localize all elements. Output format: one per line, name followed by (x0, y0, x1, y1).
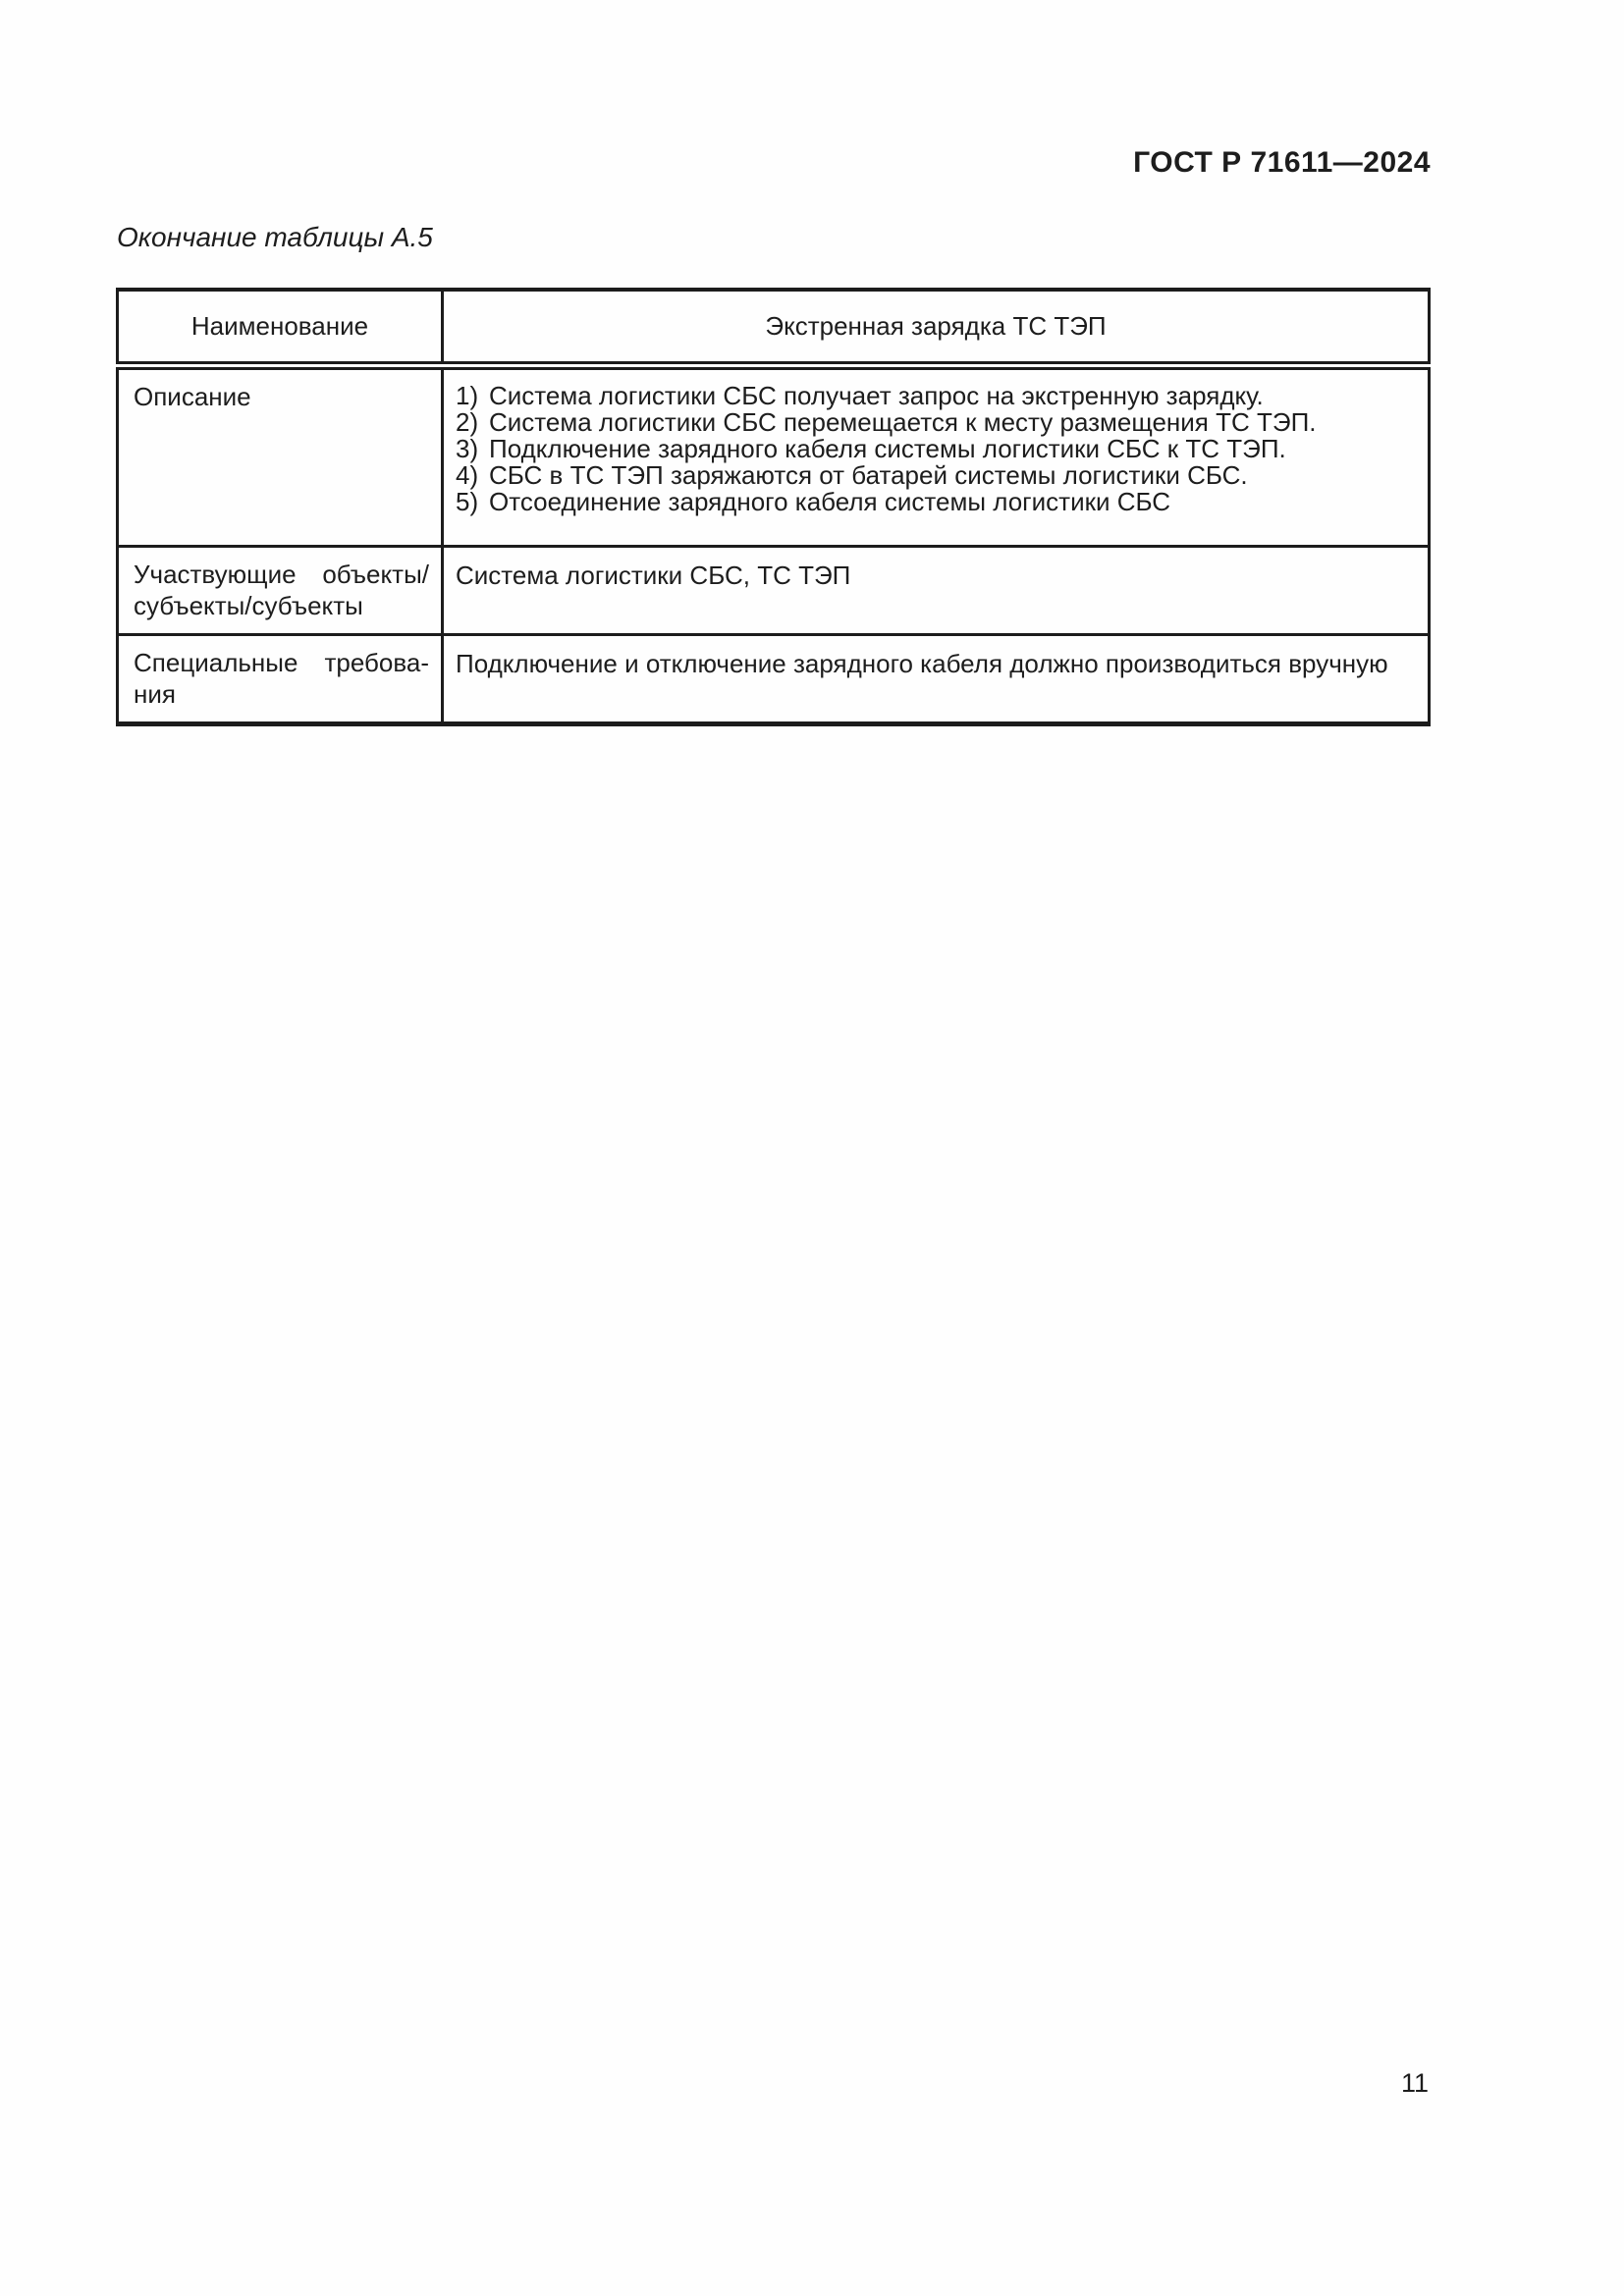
list-item-text: Система логистики СБС получает запрос на экстренную зарядку. (489, 381, 1264, 410)
description-label-cell: Описание (118, 366, 443, 547)
list-item (456, 489, 1412, 515)
label-line: ния (134, 679, 176, 709)
participants-label-cell (118, 547, 443, 635)
list-item-text: СБС в ТС ТЭП заряжаются от батарей системы логистики СБС. (489, 460, 1248, 490)
list-item (456, 383, 1412, 409)
list-item-number: 4) (456, 460, 479, 490)
list-item-number: 5) (456, 487, 479, 516)
label-word: Участвующие (134, 560, 297, 589)
label-word: объекты/ (322, 560, 429, 589)
list-item-text: Подключение зарядного кабеля системы логистики СБС к ТС ТЭП. (489, 434, 1286, 463)
participants-value-cell: Система логистики СБС, ТС ТЭП (443, 547, 1430, 635)
standard-designation-header: ГОСТ Р 71611—2024 (1133, 146, 1431, 179)
label-line (134, 647, 429, 678)
label-word: Специальные (134, 648, 298, 677)
special-requirements-value-cell: Подключение и отключение зарядного кабеля должно производиться вручную (443, 635, 1430, 724)
label-line: субъекты/субъекты (134, 591, 363, 620)
list-item-number: 1) (456, 381, 479, 410)
list-item (456, 409, 1412, 436)
table-continuation-caption: Окончание таблицы А.5 (117, 222, 433, 252)
table-header-row (118, 290, 1430, 366)
list-item-text: Система логистики СБС перемещается к месту размещения ТС ТЭП. (489, 407, 1317, 437)
table-row-description (118, 366, 1430, 547)
list-item (456, 436, 1412, 462)
header-cell-value: Экстренная зарядка ТС ТЭП (443, 290, 1430, 366)
description-value-cell (443, 366, 1430, 547)
table-row-participants (118, 547, 1430, 635)
list-item-number: 2) (456, 407, 479, 437)
header-cell-name: Наименование (118, 290, 443, 366)
list-item (456, 462, 1412, 489)
table-row-special-requirements (118, 635, 1430, 724)
list-item-number: 3) (456, 434, 479, 463)
label-word: требова- (324, 648, 429, 677)
label-line (134, 559, 429, 590)
list-item-text: Отсоединение зарядного кабеля системы логистики СБС (489, 487, 1171, 516)
special-requirements-label-cell (118, 635, 443, 724)
page-number: 11 (1400, 2068, 1429, 2098)
scenario-table (116, 288, 1431, 726)
